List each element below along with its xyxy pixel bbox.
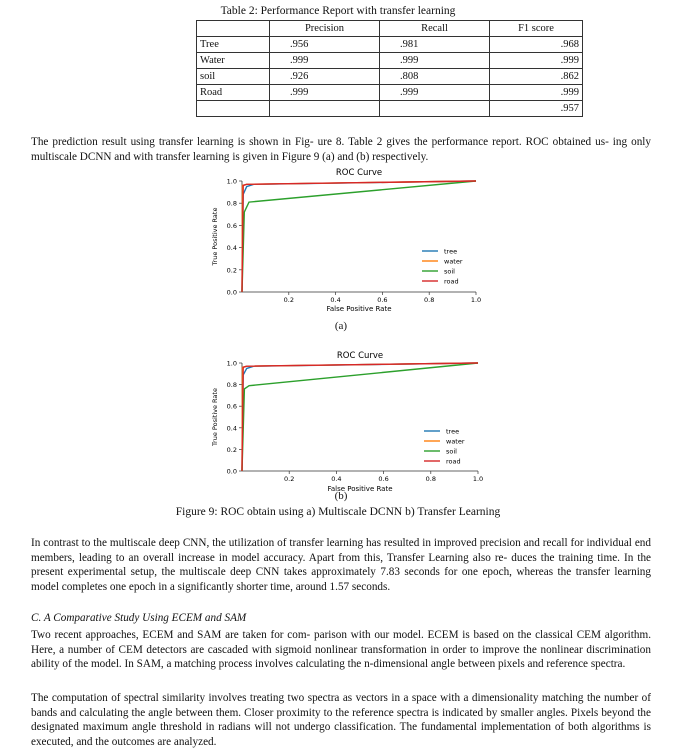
- x-tick-label: 0.6: [378, 475, 389, 483]
- table-header-cell: [197, 21, 270, 37]
- table-cell: .999: [490, 85, 583, 101]
- x-tick-label: 1.0: [470, 296, 482, 304]
- table-cell: .862: [490, 69, 583, 85]
- figure-label-a: (a): [334, 320, 348, 332]
- series-line-soil: [242, 181, 476, 292]
- table-cell: .926: [270, 69, 380, 85]
- table-cell: Road: [197, 85, 270, 101]
- table-cell: .999: [490, 53, 583, 69]
- y-tick-label: 0.2: [226, 445, 237, 454]
- table-header-cell: Recall: [380, 21, 490, 37]
- legend-label: soil: [446, 447, 457, 456]
- legend-label: water: [446, 437, 465, 446]
- series-line-soil: [242, 363, 478, 471]
- x-tick-label: 0.4: [331, 475, 342, 483]
- section-heading: C. A Comparative Study Using ECEM and SAM: [31, 612, 247, 624]
- y-tick-label: 1.0: [226, 177, 237, 186]
- x-tick-label: 0.2: [284, 475, 295, 483]
- y-tick-label: 1.0: [226, 359, 237, 368]
- x-tick-label: 0.4: [330, 296, 341, 304]
- table-cell: Tree: [197, 37, 270, 53]
- table-caption: Table 2: Performance Report with transfer learning: [220, 5, 456, 17]
- series-line-road: [242, 363, 478, 471]
- series-line-road: [242, 181, 476, 292]
- table-header-cell: F1 score: [490, 21, 583, 37]
- paragraph: Two recent approaches, ECEM and SAM are taken for com- parison with our model. ECEM is based on the classical CEM algorithm. Here, a number of CEM detectors are cascaded with sigmoid nonlinear transformation in order to improve the nonlinear discrimination ability of the model. In SAM, a matching process involves calculating the n-dimensional angle between pixels and reference spectra.: [31, 629, 651, 670]
- table-cell: .956: [270, 37, 380, 53]
- x-axis-label: False Positive Rate: [326, 305, 392, 313]
- legend-label: tree: [444, 247, 458, 256]
- legend-label: road: [446, 457, 461, 466]
- y-axis-label: True Positive Rate: [211, 207, 219, 266]
- figure-label-b: (b): [334, 490, 348, 502]
- table-cell: .999: [270, 53, 380, 69]
- table-cell: .808: [380, 69, 490, 85]
- series-line-tree: [242, 363, 478, 471]
- y-tick-label: 0.6: [226, 221, 237, 230]
- y-tick-label: 0.0: [226, 288, 237, 297]
- roc-chart-a: [200, 164, 500, 336]
- table-cell: [270, 101, 380, 117]
- legend-label: soil: [444, 267, 455, 276]
- roc-chart-b: [200, 346, 500, 496]
- table-header-cell: Precision: [270, 21, 380, 37]
- x-axis-label: False Positive Rate: [327, 485, 393, 493]
- legend-label: tree: [446, 427, 460, 436]
- series-line-tree: [242, 181, 476, 292]
- y-tick-label: 0.8: [226, 381, 237, 390]
- table-row: [197, 37, 583, 53]
- x-tick-label: 0.6: [377, 296, 388, 304]
- x-tick-label: 0.2: [283, 296, 294, 304]
- table-cell: .999: [270, 85, 380, 101]
- table-row: [197, 53, 583, 69]
- y-axis-label: True Positive Rate: [211, 388, 219, 446]
- paragraph: In contrast to the multiscale deep CNN, the utilization of transfer learning has resulted in improved precision and recall for individual end members, leading to an overall increase in model accuracy. Apart from this, Transfer Learning also re- duces the training time. In the present experimental setup, the multiscale deep CNN takes approximately 7.83 seconds for one epoch, whereas the transfer learning model completes one epoch in a significantly shorter time, around 1.57 seconds.: [31, 537, 651, 593]
- table-row: [197, 85, 583, 101]
- table-cell: .981: [380, 37, 490, 53]
- figure-caption: Figure 9: ROC obtain using a) Multiscale DCNN b) Transfer Learning: [175, 506, 501, 518]
- series-line-water: [242, 181, 476, 292]
- x-tick-label: 0.8: [425, 475, 436, 483]
- table-cell: .999: [380, 53, 490, 69]
- table-cell: [380, 101, 490, 117]
- table-cell: soil: [197, 69, 270, 85]
- x-tick-label: 0.8: [424, 296, 435, 304]
- legend-label: water: [444, 257, 463, 266]
- y-tick-label: 0.2: [226, 266, 237, 275]
- y-tick-label: 0.6: [226, 402, 237, 411]
- y-tick-label: 0.0: [226, 467, 237, 476]
- table-cell: [197, 101, 270, 117]
- series-line-water: [242, 363, 478, 471]
- table-cell: Water: [197, 53, 270, 69]
- performance-table: [196, 20, 583, 117]
- x-tick-label: 1.0: [472, 475, 484, 483]
- table-row: [197, 69, 583, 85]
- paragraph: The computation of spectral similarity involves treating two spectra as vectors in a space with a dimensionality matching the number of bands and calculating the angle between them. Closer proximity to the reference spectra is indicated by smaller angles. Pixels beyond the designated maximum angle threshold in radians will not undergo classification. The fundamental implementation of both algorithms is executed, and the outcomes are analyzed.: [31, 692, 651, 748]
- table-row: [197, 101, 583, 117]
- table-cell: .999: [380, 85, 490, 101]
- table-cell: .957: [490, 101, 583, 117]
- paragraph: The prediction result using transfer learning is shown in Fig- ure 8. Table 2 gives the performance report. ROC obtained us- ing only multiscale DCNN and with transfer learning is given in Figure 9 (a) and (b) respectively.: [31, 136, 651, 163]
- y-tick-label: 0.8: [226, 199, 237, 208]
- y-tick-label: 0.4: [226, 244, 237, 253]
- table-header-row: [197, 21, 583, 37]
- y-tick-label: 0.4: [226, 424, 237, 433]
- legend-label: road: [444, 277, 459, 286]
- chart-title: ROC Curve: [335, 168, 383, 178]
- chart-title: ROC Curve: [336, 351, 384, 361]
- table-cell: .968: [490, 37, 583, 53]
